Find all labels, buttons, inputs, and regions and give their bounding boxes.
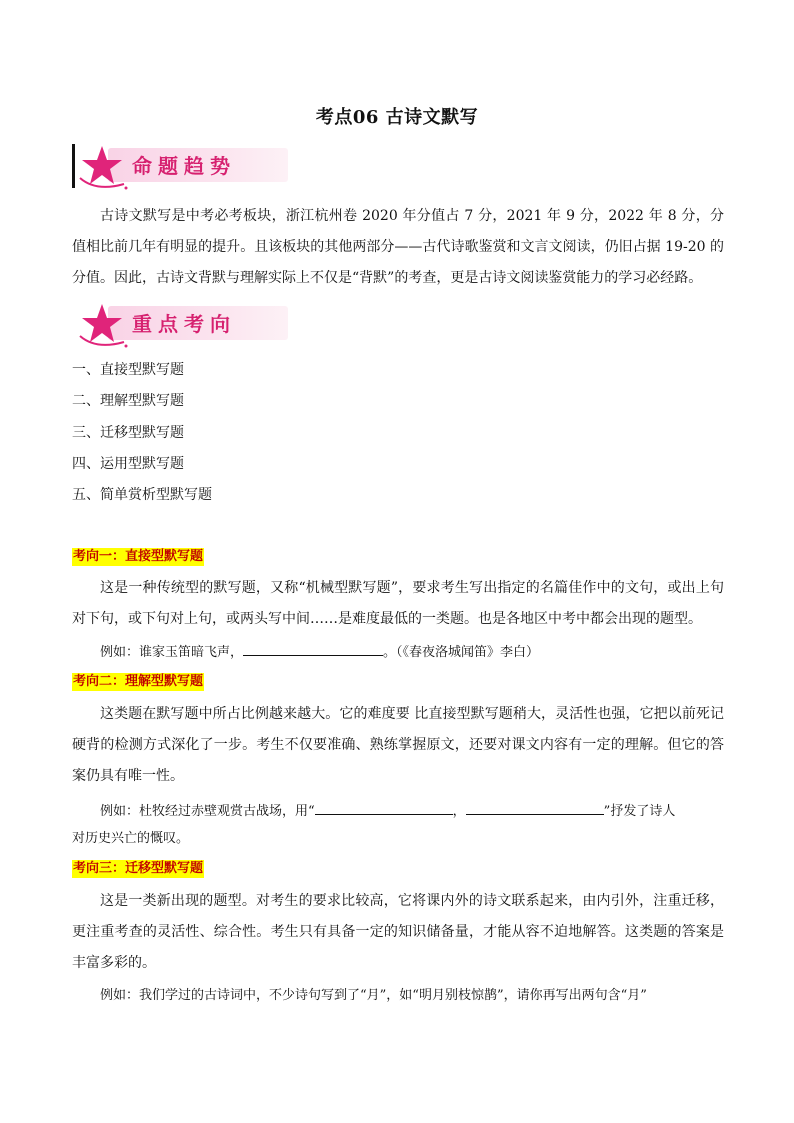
direction-1-heading: 考向一：直接型默写题 <box>73 549 204 564</box>
section-header-trend <box>72 144 262 188</box>
section-header-label: 命题趋势 <box>132 154 236 178</box>
example-text: 例如：杜牧经过赤壁观赏古战场，用“ <box>100 804 315 819</box>
answer-blank <box>315 800 453 815</box>
example-text: ”抒发了诗人 <box>603 804 676 819</box>
direction-2-example <box>100 800 675 822</box>
direction-2-heading: 考向二：理解型默写题 <box>73 674 204 689</box>
list-item: 五、简单赏析型默写题 <box>72 487 212 503</box>
document-title: 考点06 古诗文默写 <box>315 107 479 128</box>
example-text: 例如：谁家玉笛暗飞声， <box>100 645 244 660</box>
section-divider-bar <box>72 144 75 188</box>
direction-1-body: 这是一种传统型的默写题，又称“机械型默写题”，要求考生写出指定的名篇佳作中的文句，或出上句对下句，或下句对上句，或两头写中间……是难度最低的一类题。也是各地区中考中都会出现的题型。 <box>72 580 724 627</box>
direction-3-example: 例如：我们学过的古诗词中，不少诗句写到了“月”，如“明月别枝惊鹊”，请你再写出两句含“月” <box>100 988 647 1003</box>
direction-1-example <box>100 641 539 663</box>
list-item: 四、运用型默写题 <box>72 456 184 472</box>
section-header-focus <box>72 302 262 346</box>
star-icon <box>76 144 136 194</box>
list-item: 三、迁移型默写题 <box>72 425 184 441</box>
direction-2-body: 这类题在默写题中所占比例越来越大。它的难度要 比直接型默写题稍大，灵活性也强，它把以前死记硬背的检测方式深化了一步。考生不仅要准确、熟练掌握原文，还要对课文内容有一定的理解。但它的答案仍具有唯一性。 <box>72 706 724 784</box>
direction-2-example-line2: 对历史兴亡的慨叹。 <box>72 831 190 846</box>
trend-paragraph: 古诗文默写是中考必考板块，浙江杭州卷 2020 年分值占 7 分，2021 年 9 分，2022 年 8 分，分值相比前几年有明显的提升。且该板块的其他两部分——古代诗歌鉴赏和文言文阅读，仍旧占据 19-20 的分值。因此，古诗文背默与理解实际上不仅是“背默”的考查，更是古诗文阅读鉴赏能力的学习必经路。 <box>72 208 724 286</box>
answer-blank <box>466 800 604 815</box>
direction-3-heading: 考向三：迁移型默写题 <box>73 861 204 876</box>
example-text: ， <box>452 804 466 819</box>
answer-blank <box>243 641 383 656</box>
direction-3-body: 这是一类新出现的题型。对考生的要求比较高，它将课内外的诗文联系起来，由内引外，注重迁移，更注重考查的灵活性、综合性。考生只有具备一定的知识储备量，才能从容不迫地解答。这类题的答案是丰富多彩的。 <box>72 893 724 971</box>
list-item: 二、理解型默写题 <box>72 393 184 409</box>
example-text: 。（《春夜洛城闻笛》李白） <box>383 645 540 660</box>
star-icon <box>76 302 136 352</box>
list-item: 一、直接型默写题 <box>72 362 184 378</box>
section-header-label: 重点考向 <box>132 312 236 336</box>
